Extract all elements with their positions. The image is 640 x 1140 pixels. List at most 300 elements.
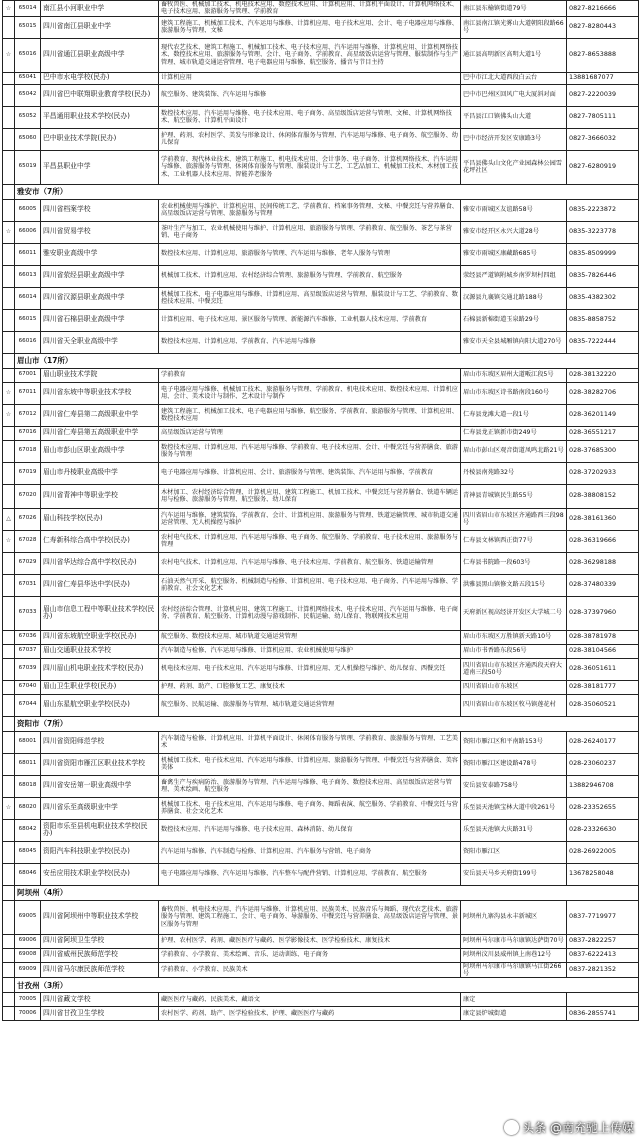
school-name: 四川省资阳师范学校 [41,731,159,753]
school-address: 丹棱县南苑路32号 [461,462,567,484]
school-phone: 0827-8653888 [567,38,639,72]
school-phone: 028-36319666 [567,530,639,552]
school-marker [3,993,15,1007]
school-address: 阿坝州汶川县威州镇上南巷12号 [461,948,567,962]
school-code: 67020 [15,484,41,508]
school-code: 70005 [15,993,41,1007]
school-row [3,426,639,440]
school-code: 67040 [15,680,41,694]
school-address: 康定县炉城街道 [461,1007,567,1021]
school-address: 康定 [461,993,567,1007]
school-phone: 028-26922005 [567,841,639,863]
school-address: 天府新区视高经济开发区大学城二号 [461,596,567,630]
school-code: 67036 [15,630,41,644]
school-phone: 0835-3223778 [567,221,639,243]
school-code: 68020 [15,797,41,819]
school-address: 巴中市巴州区回风广电大厦斜对面 [461,84,567,106]
school-code: 68042 [15,819,41,841]
school-phone: 028-23326630 [567,819,639,841]
school-code: 69008 [15,948,41,962]
school-code: 67011 [15,382,41,404]
school-name: 四川省东坡航空职业学校(民办) [41,630,159,644]
school-majors: 汽车制造与检修、汽车运用与维修、计算机应用、农业机械使用与维护 [159,644,461,658]
school-phone: 028-38781978 [567,630,639,644]
city-group-heading: 雅安市（7所） [15,184,639,199]
school-row [3,630,639,644]
school-code: 65060 [15,128,41,150]
school-phone: 0827-8216666 [567,1,639,17]
school-address: 四川省眉山市东坡区牧马镇莲花村 [461,694,567,716]
school-address: 巴中市江北大道西段白云台 [461,72,567,84]
school-name: 四川省阿坝卫生学校 [41,934,159,948]
school-majors: 建筑工程施工、机械加工技术、汽车运用与维修、计算机应用、电子技术应用、会计、电子电器应用与维修、旅游服务与管理、文秘 [159,16,461,38]
school-phone: 0835-7826446 [567,265,639,287]
school-code: 66013 [15,265,41,287]
school-row [3,382,639,404]
school-row [3,331,639,353]
school-address: 阿坝州马尔康市马尔康镇马江街266号 [461,962,567,978]
school-row [3,265,639,287]
school-row [3,309,639,331]
school-address: 眉山市书香路东段56号 [461,644,567,658]
school-row [3,900,639,934]
school-code: 67026 [15,508,41,530]
school-row [3,199,639,221]
school-row [3,863,639,885]
school-code: 65019 [15,150,41,184]
school-name: 四川省巴中联翔职业教育学校(民办) [41,84,159,106]
school-row [3,694,639,716]
school-row [3,775,639,797]
school-name: 眉山职业技术学院 [41,368,159,382]
school-address: 资阳市雁江区和平南路153号 [461,731,567,753]
school-phone: 0835-2223872 [567,199,639,221]
school-marker: ☆ [3,797,15,819]
school-address: 眉山市东坡区万胜镇新天路10号 [461,630,567,644]
school-phone: 028-37685300 [567,440,639,462]
school-majors: 学前教育、小学教育、美术绘画、音乐、运动训练、电子商务 [159,948,461,962]
school-code: 69006 [15,934,41,948]
school-phone: 0837-7719977 [567,900,639,934]
school-majors: 机械加工技术、电子技术应用、汽车运用与维修、电子商务、舞蹈表演、航空服务、学前教育、中餐烹饪与营养膳食、社会文化艺术 [159,797,461,819]
school-name: 雅安职业高级中学 [41,243,159,265]
school-name: 四川省汉源县职业高级中学 [41,287,159,309]
school-address: 安岳县安泰路758号 [461,775,567,797]
school-row [3,993,639,1007]
school-phone: 0827-2220039 [567,84,639,106]
school-phone: 028-38282706 [567,382,639,404]
school-marker [3,426,15,440]
school-address: 资阳市雁江区建设路478号 [461,753,567,775]
school-row [3,150,639,184]
school-marker [3,596,15,630]
school-majors: 汽车制造与检修、计算机应用、计算机平面设计、休闲体育服务与管理、学前教育、旅游服务与管理、工艺美术 [159,731,461,753]
group-marker-cell [3,353,15,368]
toutiao-logo-icon [504,1120,519,1135]
school-majors: 农业机械使用与维护、计算机应用、民间传统工艺、学前教育、档案事务管理、文秘、中餐烹饪与营养膳食、高星级饭店运营与管理、旅游服务与管理 [159,199,461,221]
school-phone: 0837-2822257 [567,934,639,948]
school-marker [3,265,15,287]
school-address: 阿坝州马尔康市马尔康镇达萨街70号 [461,934,567,948]
city-group-heading: 甘孜州（3所） [15,978,639,993]
school-phone: 0827-8280443 [567,16,639,38]
school-name: 眉山科技学校(民办) [41,508,159,530]
school-name: 资阳汽车科技职业学校(民办) [41,841,159,863]
school-code: 67029 [15,552,41,574]
school-majors: 畜牧兽医、机械加工技术、机电技术应用、数控技术应用、计算机应用、计算机平面设计、计算机网络技术、电子技术应用、旅游服务与管理、学前教育 [159,1,461,17]
school-phone: 0827-7805111 [567,106,639,128]
school-marker [3,934,15,948]
school-address: 荥经县严道镇附城乡南罗坝村四组 [461,265,567,287]
school-name: 南江县小河职业中学 [41,1,159,17]
school-row [3,680,639,694]
school-phone: 028-38181777 [567,680,639,694]
school-marker [3,900,15,934]
school-code: 68001 [15,731,41,753]
school-name: 眉山市信息工程中等职业技术学校(民办) [41,596,159,630]
school-majors: 数控技术应用、汽车运用与维修、电子技术应用、森林消防、幼儿保育 [159,819,461,841]
school-phone: 028-35060521 [567,694,639,716]
school-majors: 石油天然气开采、航空服务、机械制造与检修、计算机应用、电子技术应用、电子商务、汽车运用与维修、学前教育、社会文化艺术 [159,574,461,596]
school-row [3,753,639,775]
school-address: 眉山市彭山区观音街道凤鸣北路21号 [461,440,567,462]
school-phone: 13881687077 [567,72,639,84]
school-marker: ☆ [3,1,15,17]
school-phone: 0837-2821352 [567,962,639,978]
school-marker [3,16,15,38]
school-majors: 护理、农村医学、药剂、藏医医疗与藏药、医学影像技术、医学检验技术、康复技术 [159,934,461,948]
school-majors: 木材加工、农村经济综合管理、计算机应用、建筑工程施工、机加工技术、中餐烹饪与营养膳食、铁道车辆运用与检修、旅游服务与管理、航空服务、幼儿保育 [159,484,461,508]
school-address: 雅安市天全县城厢镇向阳大道270号 [461,331,567,353]
school-marker [3,948,15,962]
school-address: 洪雅县黑山镇修文路五段15号 [461,574,567,596]
school-marker [3,841,15,863]
school-name: 四川省青神中等职业学校 [41,484,159,508]
school-address: 仁寿县文林镇西正街77号 [461,530,567,552]
school-majors: 机械加工技术、电子技术应用、汽车运用与维修、计算机应用、旅游服务与管理、中餐烹饪与营养膳食、美容美体 [159,753,461,775]
school-majors: 电子电器应用与维修、计算机应用、会计、旅游服务与管理、建筑装饰、汽车运用与维修、学前教育 [159,462,461,484]
school-phone: 0837-6222413 [567,948,639,962]
school-row [3,797,639,819]
city-group-heading: 眉山市（17所） [15,353,639,368]
school-marker [3,731,15,753]
school-address: 资阳市雁江区 [461,841,567,863]
school-row [3,72,639,84]
school-phone: 13882946708 [567,775,639,797]
school-row [3,731,639,753]
school-marker [3,753,15,775]
school-majors: 汽车运用与维修、汽车制造与检修、计算机应用、汽车服务与营销、电子商务 [159,841,461,863]
school-phone: 028-36201149 [567,404,639,426]
school-address: 乐至县天池镇宝林大道中段261号 [461,797,567,819]
school-name: 四川省贸易学校 [41,221,159,243]
city-group-row [3,716,639,731]
school-address: 石棉县新棉街道玉泉路29号 [461,309,567,331]
school-code: 66011 [15,243,41,265]
school-code: 68046 [15,863,41,885]
school-code: 67016 [15,426,41,440]
school-name: 仁寿新科综合高中学校(民办) [41,530,159,552]
school-phone: 028-23060237 [567,753,639,775]
school-marker [3,331,15,353]
school-majors: 畜禽生产与疾病防治、旅游服务与管理、汽车运用与维修、电子商务、数控技术应用、高星级饭店运营与管理、美术绘画、航空服务 [159,775,461,797]
school-majors: 机械加工技术、电子电器应用与维修、计算机应用、高星级饭店运营与管理、服装设计与工艺、学前教育、数控技术应用、中餐烹饪 [159,287,461,309]
school-name: 四川省东坡中等职业技术学校 [41,382,159,404]
school-code: 66006 [15,221,41,243]
school-row [3,1,639,17]
school-code: 65016 [15,38,41,72]
school-majors: 计算机应用、电子技术应用、景区服务与管理、新能源汽车维修、工业机器人技术应用、学前教育 [159,309,461,331]
school-code: 65042 [15,84,41,106]
school-row [3,243,639,265]
school-marker [3,680,15,694]
school-marker [3,287,15,309]
school-marker [3,694,15,716]
school-marker [3,775,15,797]
school-phone: 028-37480339 [567,574,639,596]
school-marker: △ [3,508,15,530]
school-marker: ☆ [3,382,15,404]
school-address: 雅安市经开区永兴大道28号 [461,221,567,243]
school-address: 乐至县天池镇大庆路31号 [461,819,567,841]
school-marker: ☆ [3,221,15,243]
school-row [3,644,639,658]
city-group-heading: 资阳市（7所） [15,716,639,731]
school-name: 巴中职业技术学院(民办) [41,128,159,150]
school-majors: 航空服务、建筑装饰、汽车运用与维修 [159,84,461,106]
school-code: 67031 [15,574,41,596]
school-name: 四川省通江县职业高级中学 [41,38,159,72]
school-address: 四川省眉山市东坡区 [461,680,567,694]
school-majors: 茶叶生产与加工、农业机械使用与维护、计算机应用、旅游服务与管理、学前教育、航空服务、茶艺与茶营销、电子商务 [159,221,461,243]
school-phone: 0827-6280919 [567,150,639,184]
school-marker [3,72,15,84]
school-phone: 028-23352655 [567,797,639,819]
school-majors: 农村电气技术、计算机应用、汽车运用与维修、电子技术应用、学前教育、航空服务、铁道运输管理 [159,552,461,574]
school-code: 69005 [15,900,41,934]
school-phone: 0835-7222444 [567,331,639,353]
school-code: 65052 [15,106,41,128]
school-name: 四川省南江县职业中学 [41,16,159,38]
school-phone: 0835-8858752 [567,309,639,331]
school-row [3,552,639,574]
school-marker [3,658,15,680]
school-address: 阿坝州九寨沟县永丰新城区 [461,900,567,934]
school-row [3,404,639,426]
school-majors: 电子电器应用与维修、汽车运用与维修、汽车整车与配件营销、计算机应用、学前教育、航空服务 [159,863,461,885]
school-marker [3,440,15,462]
school-code: 67044 [15,694,41,716]
school-row [3,948,639,962]
school-marker [3,574,15,596]
school-code: 66014 [15,287,41,309]
school-majors: 数控技术应用、计算机应用、汽车运用与维修、学前教育、电子技术应用、会计、中餐烹饪与营养膳食、旅游服务与管理 [159,440,461,462]
school-address: 平昌县佛头山文化产业园森林公园雪花坪社区 [461,150,567,184]
city-group-row [3,353,639,368]
school-marker [3,199,15,221]
school-marker [3,128,15,150]
school-address: 汉源县九襄镇交通北路188号 [461,287,567,309]
school-marker [3,819,15,841]
school-name: 四川省华达综合高中学校(民办) [41,552,159,574]
school-phone: 028-37202933 [567,462,639,484]
school-row [3,128,639,150]
school-row [3,462,639,484]
school-code: 67018 [15,440,41,462]
school-row [3,530,639,552]
school-row [3,841,639,863]
school-name: 眉山东星航空职业学校(民办) [41,694,159,716]
school-majors: 现代农艺技术、建筑工程施工、机械加工技术、电子技术应用、汽车运用与维修、计算机应用、计算机网络技术、数控技术应用、旅游服务与管理、会计、电子商务、学前教育、高星级饭店运营与管理、服装制作与生产管理、城市轨道交通运营管理、电子电器应用与维修、航空服务、播音与节目主持 [159,38,461,72]
school-address: 巴中市经济开发区安康路3号 [461,128,567,150]
school-row [3,658,639,680]
school-name: 四川省甘孜卫生学校 [41,1007,159,1021]
school-address: 南江县南江镇光雾山大道朝阳段路66号 [461,16,567,38]
school-code: 67037 [15,644,41,658]
school-phone: 028-36551217 [567,426,639,440]
school-phone: 028-36298188 [567,552,639,574]
school-row [3,368,639,382]
school-marker [3,552,15,574]
school-name: 四川省阿坝州中等职业技术学校 [41,900,159,934]
school-majors: 航空服务、数控技术应用、城市轨道交通运营管理 [159,630,461,644]
school-row [3,819,639,841]
school-row [3,440,639,462]
school-code: 69009 [15,962,41,978]
school-code: 67001 [15,368,41,382]
school-address: 四川省眉山市东坡区齐通西段天府大道南三段50号 [461,658,567,680]
school-row [3,484,639,508]
school-phone: 0835-4382302 [567,287,639,309]
school-majors: 建筑工程施工、机械加工技术、电子电器应用与维修、航空服务、学前教育、旅游服务与管理、计算机应用、数控技术应用 [159,404,461,426]
school-code: 70006 [15,1007,41,1021]
school-address: 南江县东榆镇街道79号 [461,1,567,17]
school-majors: 护理、药剂、助产、口腔修复工艺、康复技术 [159,680,461,694]
school-majors: 农村电气技术、计算机应用、汽车运用与维修、电子商务、航空服务、学前教育、电子技术应用、旅游服务与管理 [159,530,461,552]
school-majors: 数控技术应用、计算机应用、学前教育、汽车运用与维修 [159,331,461,353]
school-name: 四川省仁寿县第五高级职业中学 [41,426,159,440]
school-row [3,221,639,243]
school-row [3,16,639,38]
school-name: 巴中市水电学校(民办) [41,72,159,84]
school-name: 四川眉山机电职业技术学校(民办) [41,658,159,680]
school-phone: 028-26240177 [567,731,639,753]
school-code: 67012 [15,404,41,426]
school-majors: 学前教育 [159,368,461,382]
school-phone: 028-38161360 [567,508,639,530]
school-code: 67028 [15,530,41,552]
school-majors: 高星级饭店运营与管理 [159,426,461,440]
school-name: 平昌县职业中学 [41,150,159,184]
school-majors: 护理、药剂、农村医学、美发与形象设计、休闲体育服务与管理、汽车运用与维修、电子商务、航空服务、幼儿保育 [159,128,461,150]
school-marker [3,106,15,128]
city-group-heading: 阿坝州（4所） [15,885,639,900]
watermark [504,1119,634,1136]
school-code: 66016 [15,331,41,353]
school-name: 安岳应用技术职业学校(民办) [41,863,159,885]
school-code: 67019 [15,462,41,484]
school-phone: 028-38104566 [567,644,639,658]
school-address: 眉山市东坡区眉州大道畈江段5号 [461,368,567,382]
group-marker-cell [3,885,15,900]
school-name: 四川省档案学校 [41,199,159,221]
city-group-row [3,885,639,900]
school-name: 四川省仁寿县第二高级职业中学 [41,404,159,426]
school-majors: 农村医学、药剂、助产、医学检验技术、护理、藏医医疗与藏药 [159,1007,461,1021]
school-phone: 028-36051611 [567,658,639,680]
school-name: 四川省仁寿县华达中学(民办) [41,574,159,596]
school-name: 眉山交通职业技术学校 [41,644,159,658]
school-code: 68045 [15,841,41,863]
school-marker [3,484,15,508]
school-row [3,596,639,630]
watermark-text: 头条 @南充驰上传媒 [522,1121,634,1135]
schools-table [2,0,639,1021]
school-majors: 藏医医疗与藏药、民族美术、藏语文 [159,993,461,1007]
school-row [3,287,639,309]
school-name: 平昌通用职业技术学校(民办) [41,106,159,128]
school-code: 67039 [15,658,41,680]
school-row [3,508,639,530]
school-marker [3,150,15,184]
school-code: 65041 [15,72,41,84]
school-code: 65015 [15,16,41,38]
school-code: 67033 [15,596,41,630]
school-marker: ☆ [3,530,15,552]
school-code: 68018 [15,775,41,797]
school-row [3,934,639,948]
school-code: 66015 [15,309,41,331]
school-marker [3,630,15,644]
school-address: 安岳县天马乡天府街199号 [461,863,567,885]
school-address: 仁寿县龙正镇新市街249号 [461,426,567,440]
school-phone: 0836-2855741 [567,1007,639,1021]
school-majors: 机械加工技术、计算机应用、农村经济综合管理、旅游服务与管理、学前教育、航空服务 [159,265,461,287]
group-marker-cell [3,716,15,731]
school-name: 四川省石棉县职业高级中学 [41,309,159,331]
school-majors: 数控技术应用、计算机应用、旅游服务与管理、汽车运用与维修、老年人服务与管理 [159,243,461,265]
school-phone: 0835-8509999 [567,243,639,265]
school-majors: 计算机应用 [159,72,461,84]
school-name: 资阳市乐至县机电职业技术学校(民办) [41,819,159,841]
school-row [3,84,639,106]
school-phone: 0827-3666032 [567,128,639,150]
school-majors: 农村经济综合管理、计算机应用、建筑工程施工、计算机网络技术、电子技术应用、汽车运用与维修、电子商务、学前教育、航空服务、计算机动漫与游戏制作、民航运输、幼儿保育、物联网技术应用 [159,596,461,630]
school-marker [3,368,15,382]
school-address: 眉山市东坡区诗书路南段160号 [461,382,567,404]
school-majors: 汽车运用与维修、建筑装饰、学前教育、会计、计算机应用、旅游服务与管理、铁道运输管理、城市轨道交通运营管理、无人机操控与维护 [159,508,461,530]
school-row [3,574,639,596]
school-address: 四川省眉山市东坡区齐通路西三段98号 [461,508,567,530]
school-marker [3,962,15,978]
school-name: 眉山卫生职业学校(民办) [41,680,159,694]
school-name: 四川省藏文学校 [41,993,159,1007]
school-majors: 机电技术应用、电子技术应用、汽车运用与维修、计算机应用、无人机操控与维护、幼儿保育、西餐烹饪 [159,658,461,680]
school-row [3,962,639,978]
school-code: 66005 [15,199,41,221]
school-address: 仁寿县书院路一段603号 [461,552,567,574]
school-address: 仁寿县龙滩大道一段1号 [461,404,567,426]
school-row [3,1007,639,1021]
school-phone: 028-38808152 [567,484,639,508]
city-group-row [3,978,639,993]
school-name: 四川省威州民族师范学校 [41,948,159,962]
school-name: 四川省荥经县职业高级中学 [41,265,159,287]
school-phone [567,993,639,1007]
school-address: 雅安市雨城区康藏路685号 [461,243,567,265]
school-majors: 学前教育、现代林业技术、建筑工程施工、机电技术应用、会计事务、电子商务、计算机网络技术、汽车运用与维修、旅游服务与管理、休闲体育服务与管理、服装设计与工艺、工艺品加工、机械加工技术、木材加工技术、工业机器人技术应用、智能养老服务 [159,150,461,184]
school-name: 四川省安岳第一职业高级中学 [41,775,159,797]
